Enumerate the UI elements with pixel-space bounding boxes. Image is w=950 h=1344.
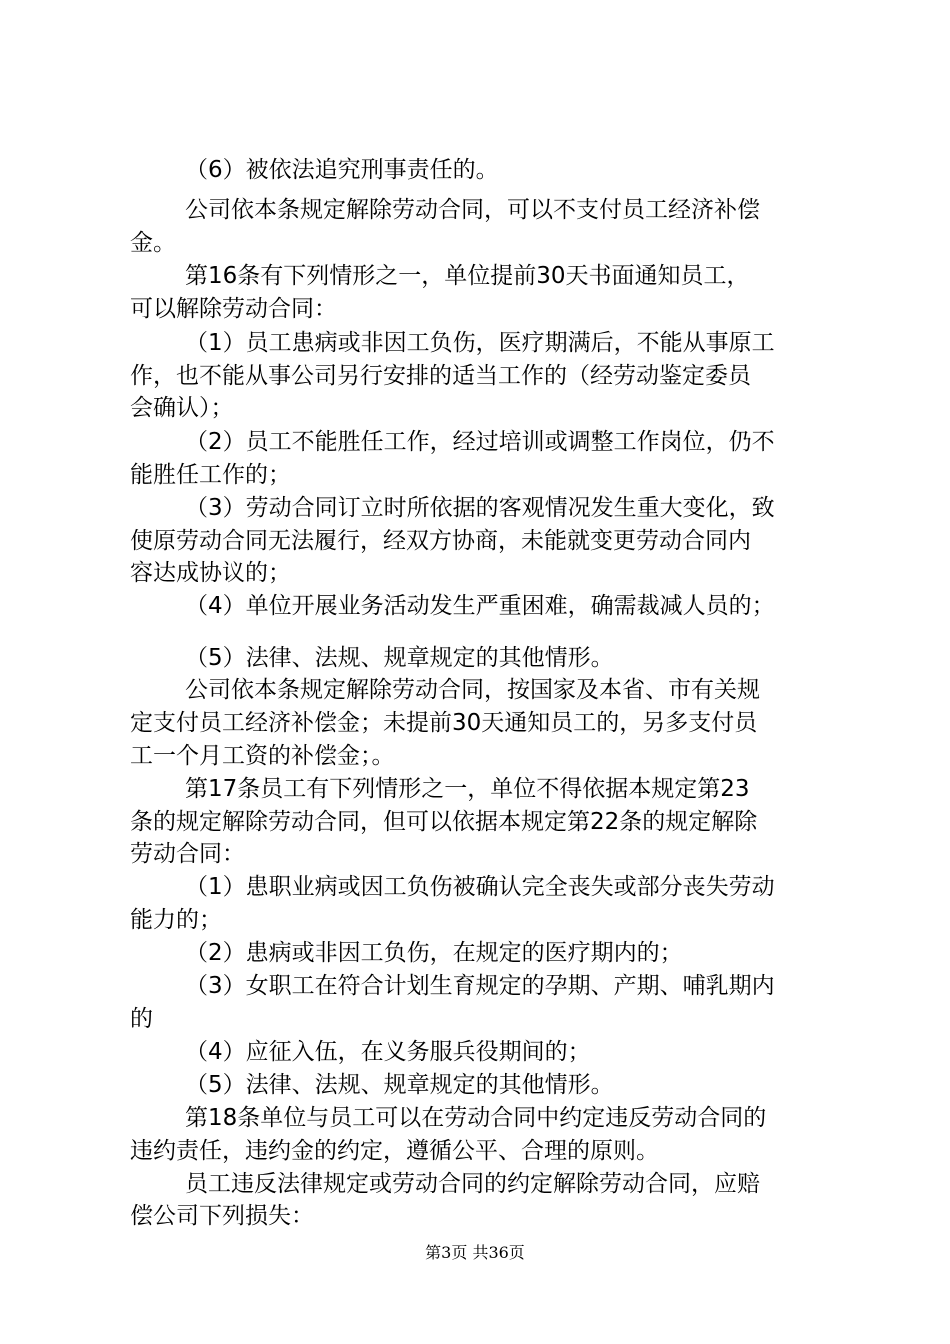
text-line: 条的规定解除劳动合同，但可以依据本规定第22条的规定解除: [130, 809, 758, 835]
text-line: 可以解除劳动合同：: [130, 296, 337, 322]
text-line: 能胜任工作的；: [130, 462, 291, 488]
page-footer: 第3页 共36页: [425, 1243, 525, 1262]
text-line: 工一个月工资的补偿金；。: [130, 743, 395, 769]
text-line: （4）单位开展业务活动发生严重困难，确需裁减人员的；: [185, 593, 775, 619]
text-line: （1）员工患病或非因工负伤，医疗期满后，不能从事原工: [185, 330, 775, 356]
text-line: 第18条单位与员工可以在劳动合同中约定违反劳动合同的: [185, 1105, 767, 1131]
text-line: 容达成协议的；: [130, 560, 291, 586]
text-line: （3）女职工在符合计划生育规定的孕期、产期、哺乳期内: [185, 973, 775, 999]
text-line: （5）法律、法规、规章规定的其他情形。: [185, 645, 614, 671]
text-line: 公司依本条规定解除劳动合同，可以不支付员工经济补偿: [185, 197, 760, 223]
text-line: 第16条有下列情形之一，单位提前30天书面通知员工，: [185, 263, 750, 289]
text-line: 第17条员工有下列情形之一，单位不得依据本规定第23: [185, 776, 750, 802]
text-line: 的: [130, 1006, 153, 1032]
text-line: 公司依本条规定解除劳动合同，按国家及本省、市有关规: [185, 677, 760, 703]
text-line: （2）员工不能胜任工作，经过培训或调整工作岗位，仍不: [185, 429, 775, 455]
text-line: （2）患病或非因工负伤，在规定的医疗期内的；: [185, 940, 683, 966]
text-line: 定支付员工经济补偿金；未提前30天通知员工的，另多支付员: [130, 710, 758, 736]
text-line: 劳动合同：: [130, 841, 245, 867]
text-line: （5）法律、法规、规章规定的其他情形。: [185, 1072, 614, 1098]
text-line: （6）被依法追究刑事责任的。: [185, 157, 499, 183]
text-line: 员工违反法律规定或劳动合同的约定解除劳动合同，应赔: [185, 1171, 760, 1197]
text-line: 作，也不能从事公司另行安排的适当工作的（经劳动鉴定委员: [130, 363, 751, 389]
text-line: （4）应征入伍，在义务服兵役期间的；: [185, 1039, 591, 1065]
text-line: 使原劳动合同无法履行，经双方协商，未能就变更劳动合同内: [130, 528, 751, 554]
text-line: 会确认）；: [130, 395, 234, 421]
text-line: 能力的；: [130, 907, 222, 933]
text-line: 偿公司下列损失：: [130, 1203, 314, 1229]
text-line: 违约责任，违约金的约定，遵循公平、合理的原则。: [130, 1138, 659, 1164]
text-line: （3）劳动合同订立时所依据的客观情况发生重大变化，致: [185, 495, 775, 521]
text-line: （1）患职业病或因工负伤被确认完全丧失或部分丧失劳动: [185, 874, 775, 900]
text-line: 金。: [130, 230, 176, 256]
